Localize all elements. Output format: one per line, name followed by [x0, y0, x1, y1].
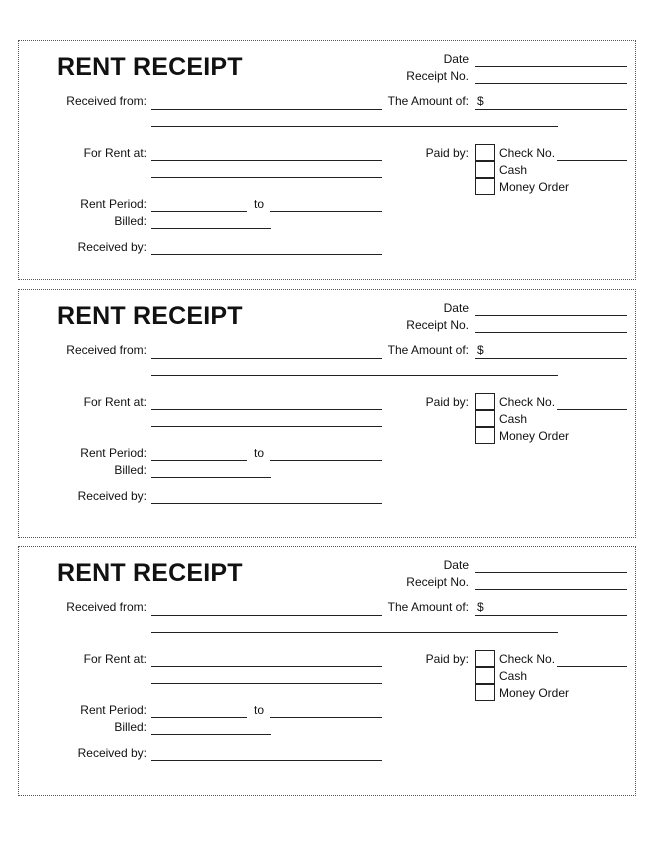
currency-symbol: $ [477, 94, 484, 108]
received-by-field[interactable] [151, 503, 382, 504]
rent-period-label: Rent Period: [80, 197, 147, 211]
money-order-checkbox[interactable] [475, 427, 495, 444]
cash-label: Cash [499, 412, 528, 426]
billed-field[interactable] [151, 477, 271, 478]
rent-receipt-2 [18, 289, 636, 538]
rent-period-end-field[interactable] [270, 211, 382, 212]
receipt-no-label: Receipt No. [406, 318, 469, 332]
billed-label: Billed: [114, 214, 147, 228]
to-label: to [254, 197, 265, 211]
cash-checkbox[interactable] [475, 667, 495, 684]
receipt-no-label: Receipt No. [406, 575, 469, 589]
to-label: to [254, 703, 265, 717]
cash-label: Cash [499, 163, 528, 177]
cash-label: Cash [499, 669, 528, 683]
check-no-field[interactable] [557, 666, 627, 667]
check-checkbox[interactable] [475, 393, 495, 410]
paid-by-label: Paid by: [425, 652, 469, 666]
received-by-field[interactable] [151, 254, 382, 255]
receipt-no-field[interactable] [475, 332, 627, 333]
date-field[interactable] [475, 315, 627, 316]
money-order-checkbox[interactable] [475, 684, 495, 701]
rent-period-start-field[interactable] [151, 460, 247, 461]
for-rent-label: For Rent at: [83, 395, 147, 409]
rent-period-label: Rent Period: [80, 703, 147, 717]
rent-period-start-field[interactable] [151, 211, 247, 212]
rent-receipt-3 [18, 546, 636, 796]
received-from-extra-line[interactable] [151, 632, 558, 633]
amount-label: The Amount of: [387, 600, 469, 614]
amount-label: The Amount of: [387, 343, 469, 357]
billed-field[interactable] [151, 734, 271, 735]
for-rent-field[interactable] [151, 160, 382, 161]
date-label: Date [443, 558, 469, 572]
received-from-label: Received from: [66, 600, 147, 614]
money-order-checkbox[interactable] [475, 178, 495, 195]
check-no-field[interactable] [557, 409, 627, 410]
receipt-title: RENT RECEIPT [57, 559, 243, 587]
received-from-label: Received from: [66, 343, 147, 357]
for-rent-label: For Rent at: [83, 652, 147, 666]
check-checkbox[interactable] [475, 650, 495, 667]
check-checkbox[interactable] [475, 144, 495, 161]
receipt-no-field[interactable] [475, 83, 627, 84]
check-no-label: Check No. [499, 146, 556, 160]
currency-symbol: $ [477, 343, 484, 357]
received-from-extra-line[interactable] [151, 126, 558, 127]
received-from-field[interactable] [151, 358, 382, 359]
amount-field[interactable] [475, 358, 627, 359]
received-from-field[interactable] [151, 615, 382, 616]
for-rent-label: For Rent at: [83, 146, 147, 160]
to-label: to [254, 446, 265, 460]
for-rent-extra-line[interactable] [151, 426, 382, 427]
received-from-field[interactable] [151, 109, 382, 110]
rent-receipt-1 [18, 40, 636, 280]
paid-by-label: Paid by: [425, 146, 469, 160]
received-from-label: Received from: [66, 94, 147, 108]
rent-period-end-field[interactable] [270, 717, 382, 718]
money-order-label: Money Order [499, 686, 570, 700]
rent-period-end-field[interactable] [270, 460, 382, 461]
amount-label: The Amount of: [387, 94, 469, 108]
receipt-no-field[interactable] [475, 589, 627, 590]
received-from-extra-line[interactable] [151, 375, 558, 376]
date-field[interactable] [475, 66, 627, 67]
received-by-field[interactable] [151, 760, 382, 761]
received-by-label: Received by: [77, 240, 147, 254]
date-field[interactable] [475, 572, 627, 573]
check-no-label: Check No. [499, 395, 556, 409]
money-order-label: Money Order [499, 429, 570, 443]
receipt-title: RENT RECEIPT [57, 53, 243, 81]
received-by-label: Received by: [77, 489, 147, 503]
cash-checkbox[interactable] [475, 410, 495, 427]
date-label: Date [443, 52, 469, 66]
check-no-label: Check No. [499, 652, 556, 666]
billed-label: Billed: [114, 463, 147, 477]
amount-field[interactable] [475, 615, 627, 616]
receipt-no-label: Receipt No. [406, 69, 469, 83]
receipt-title: RENT RECEIPT [57, 302, 243, 330]
for-rent-field[interactable] [151, 666, 382, 667]
for-rent-field[interactable] [151, 409, 382, 410]
cash-checkbox[interactable] [475, 161, 495, 178]
for-rent-extra-line[interactable] [151, 683, 382, 684]
currency-symbol: $ [477, 600, 484, 614]
rent-period-label: Rent Period: [80, 446, 147, 460]
amount-field[interactable] [475, 109, 627, 110]
check-no-field[interactable] [557, 160, 627, 161]
paid-by-label: Paid by: [425, 395, 469, 409]
money-order-label: Money Order [499, 180, 570, 194]
billed-field[interactable] [151, 228, 271, 229]
billed-label: Billed: [114, 720, 147, 734]
date-label: Date [443, 301, 469, 315]
rent-period-start-field[interactable] [151, 717, 247, 718]
for-rent-extra-line[interactable] [151, 177, 382, 178]
received-by-label: Received by: [77, 746, 147, 760]
